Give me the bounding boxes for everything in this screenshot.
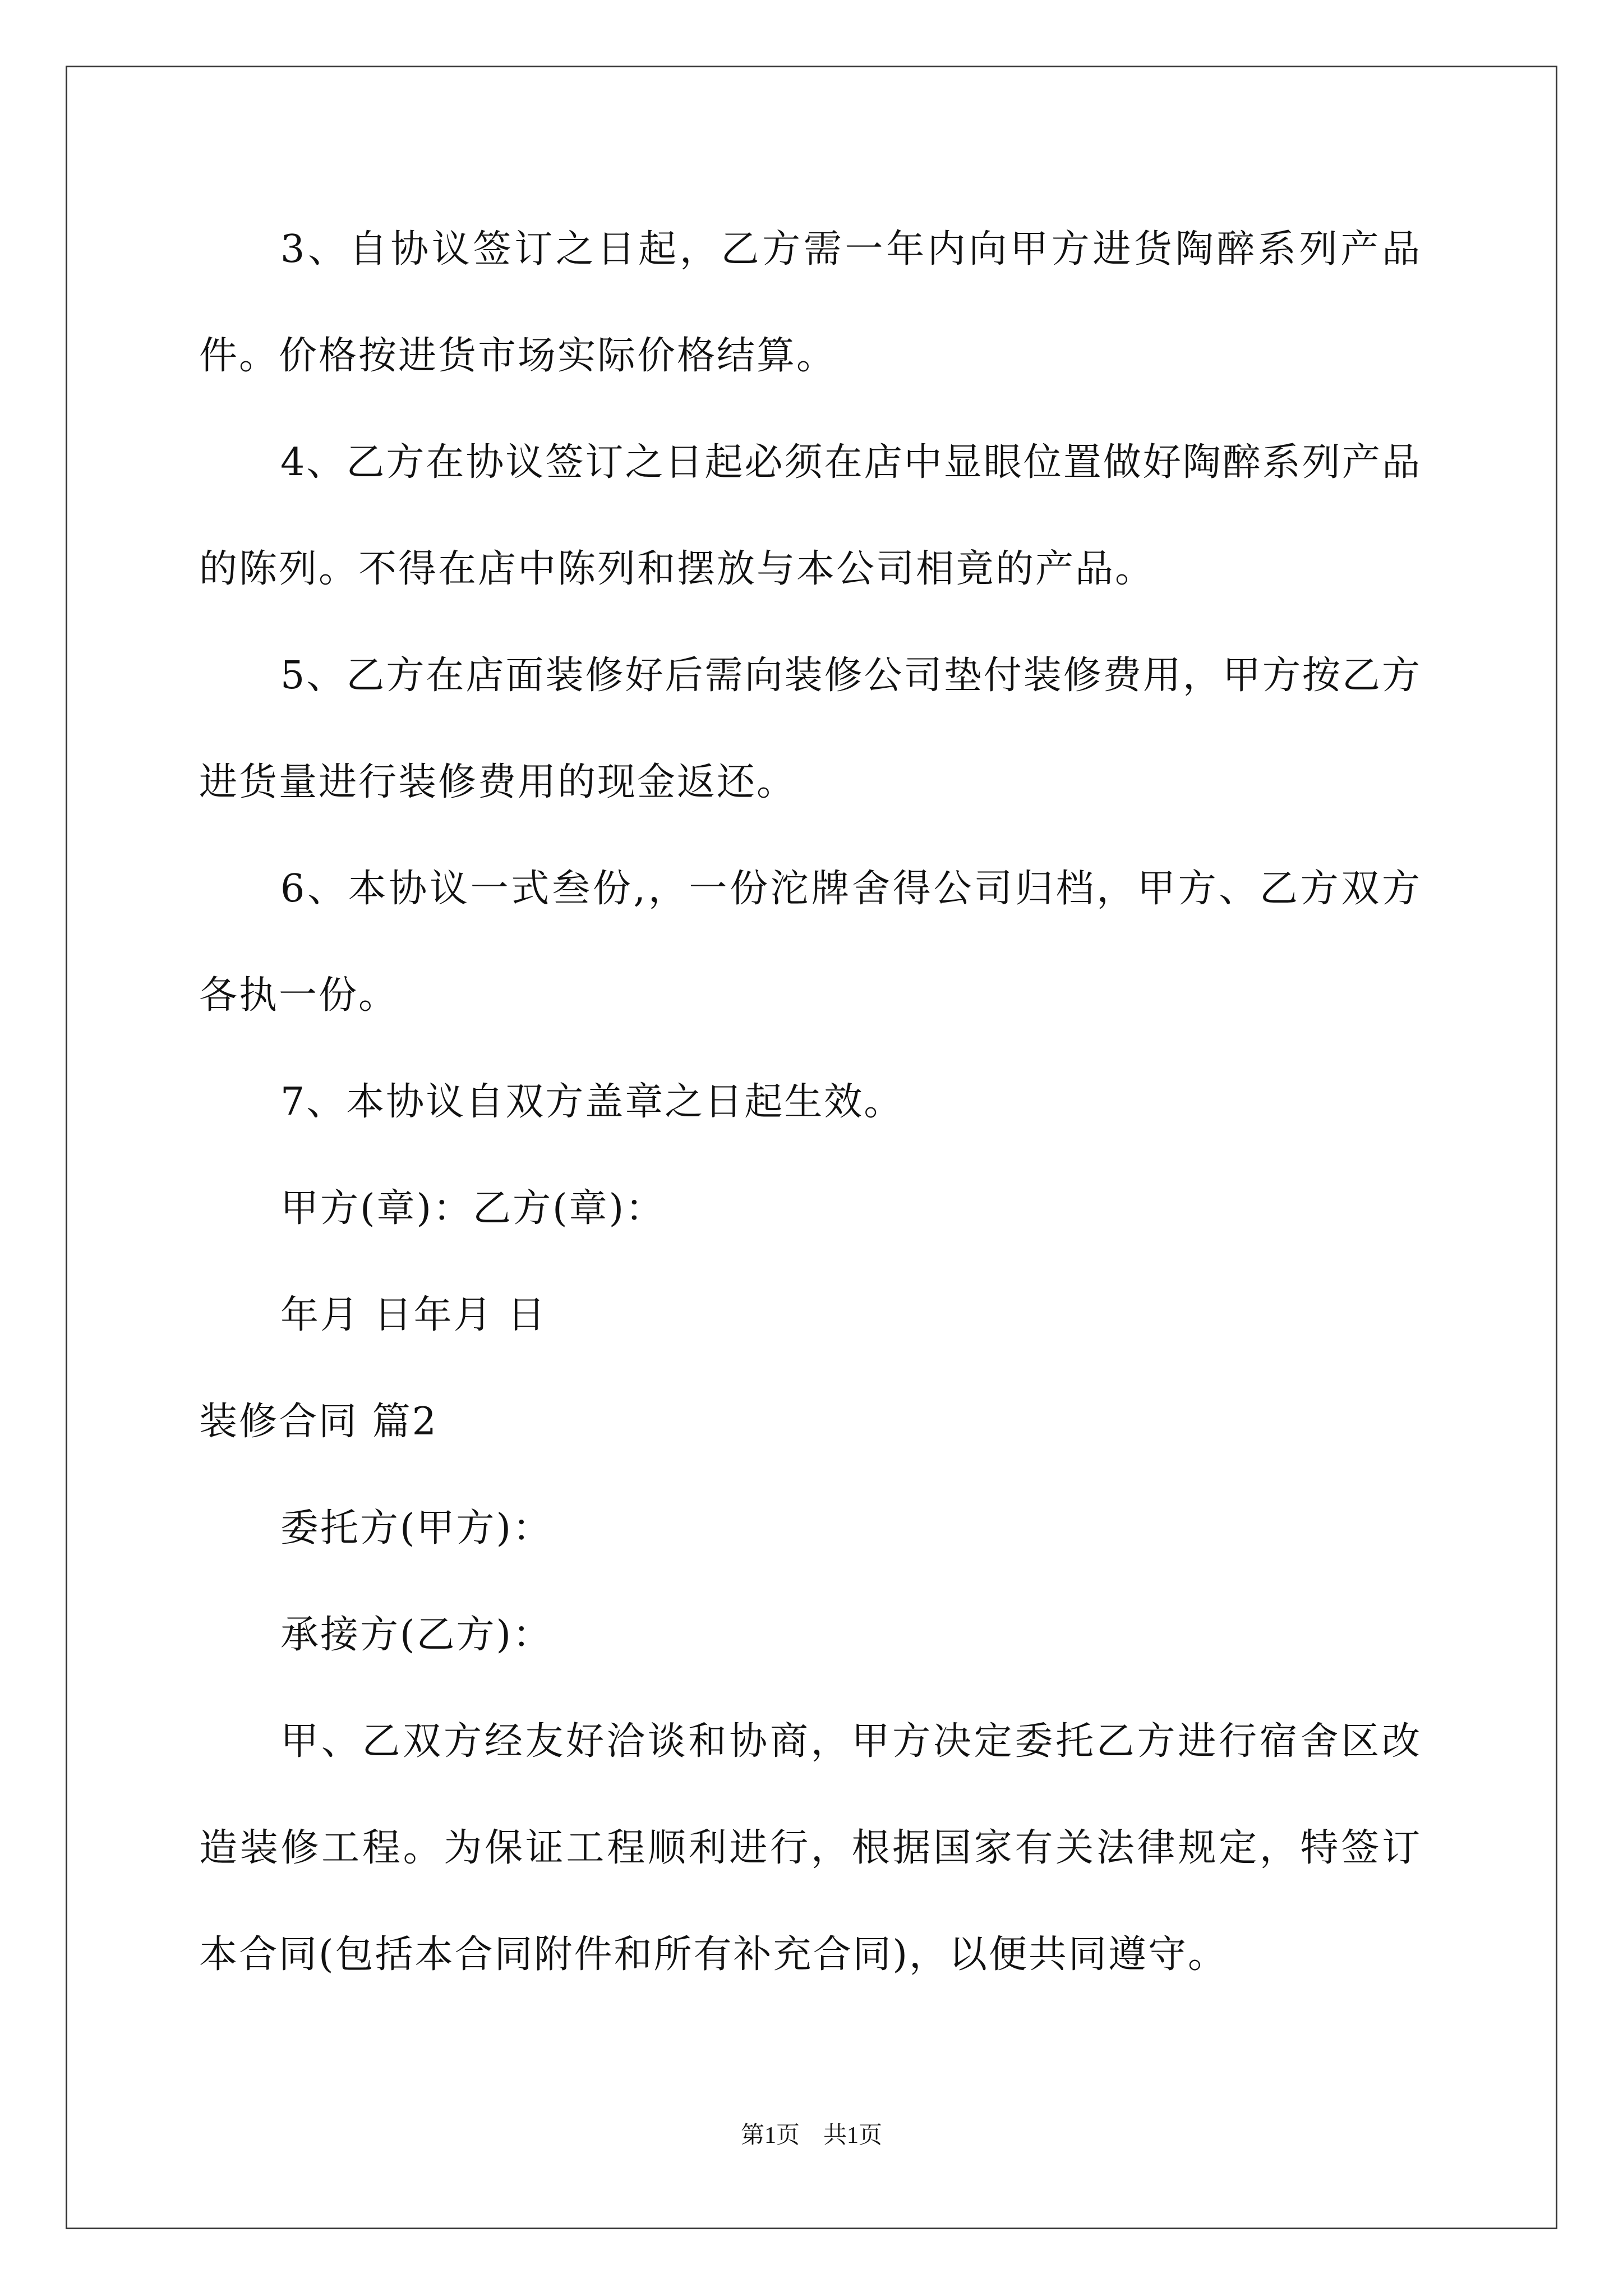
section-heading: 装修合同 篇2 (199, 1400, 438, 1444)
clause-4-line-1: 4、乙方在协议签订之日起必须在店中显眼位置做好陶醉系列产品 (280, 440, 1422, 485)
clause-3-line-2: 件。价格按进货市场实际价格结算。 (199, 334, 837, 378)
preamble-line-3: 本合同(包括本合同附件和所有补充合同)，以便共同遵守。 (199, 1932, 1228, 1977)
signature-line: 甲方(章)：乙方(章)： (280, 1186, 666, 1231)
clause-6-line-2: 各执一份。 (199, 973, 399, 1018)
clause-7: 7、本协议自双方盖章之日起生效。 (280, 1080, 904, 1124)
date-line: 年月 日年月 日 (280, 1293, 547, 1337)
page-footer: 第1页 共1页 (740, 2123, 882, 2148)
clause-3-line-1: 3、自协议签订之日起，乙方需一年内向甲方进货陶醉系列产品 (280, 227, 1422, 272)
contractor-party-line: 承接方(乙方)： (280, 1613, 553, 1657)
clause-6-line-1: 6、本协议一式叁份,，一份沱牌舍得公司归档，甲方、乙方双方 (280, 867, 1422, 911)
page-border (66, 66, 1557, 2229)
preamble-line-1: 甲、乙双方经友好洽谈和协商，甲方决定委托乙方进行宿舍区改 (280, 1719, 1422, 1764)
clause-4-line-2: 的陈列。不得在店中陈列和摆放与本公司相竟的产品。 (199, 547, 1155, 591)
preamble-line-2: 造装修工程。为保证工程顺利进行，根据国家有关法律规定，特签订 (199, 1826, 1422, 1870)
clause-5-line-1: 5、乙方在店面装修好后需向装修公司垫付装修费用，甲方按乙方 (280, 654, 1422, 698)
client-party-line: 委托方(甲方)： (280, 1506, 553, 1550)
clause-5-line-2: 进货量进行装修费用的现金返还。 (199, 760, 797, 804)
